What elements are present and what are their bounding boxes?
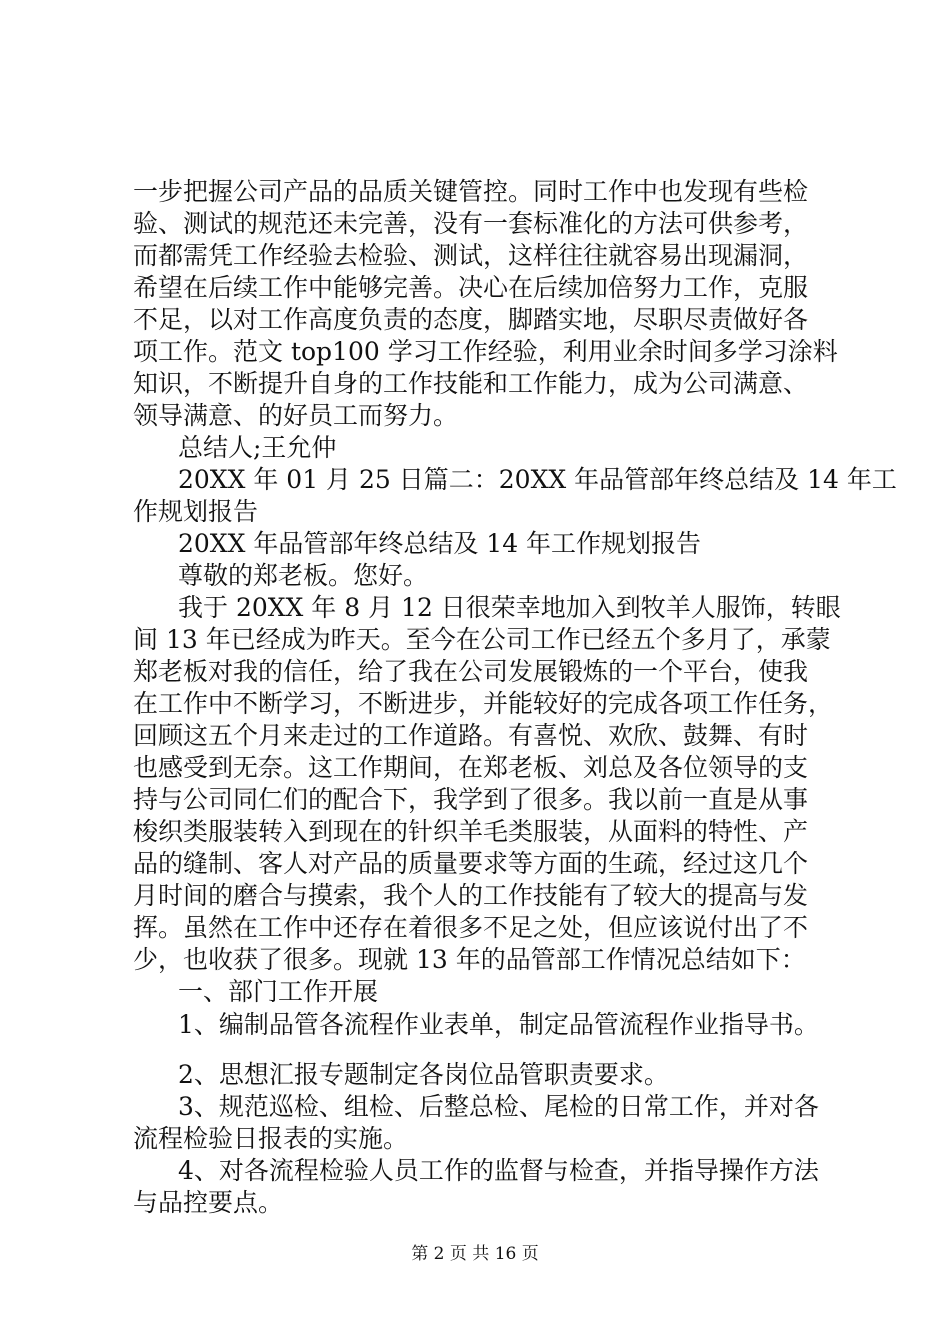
body-text-line: 回顾这五个月来走过的工作道路。有喜悦、欢欣、鼓舞、有时 <box>133 721 809 750</box>
list-item: 3、规范巡检、组检、后整总检、尾检的日常工作，并对各 <box>178 1092 819 1121</box>
date-heading-line: 20XX 年 01 月 25 日篇二：20XX 年品管部年终总结及 14 年工 <box>178 465 897 494</box>
body-text-line: 品的缝制、客人对产品的质量要求等方面的生疏，经过这几个 <box>133 849 809 878</box>
body-text-line: 我于 20XX 年 8 月 12 日很荣幸地加入到牧羊人服饰，转眼 <box>178 593 841 622</box>
body-text-line: 而都需凭工作经验去检验、测试，这样往往就容易出现漏洞， <box>133 241 809 270</box>
body-text-line: 领导满意、的好员工而努力。 <box>133 401 459 430</box>
body-text-line: 知识，不断提升自身的工作技能和工作能力，成为公司满意、 <box>133 369 809 398</box>
body-text-line: 间 13 年已经成为昨天。至今在公司工作已经五个多月了，承蒙 <box>133 625 831 654</box>
body-text-line: 也感受到无奈。这工作期间，在郑老板、刘总及各位领导的支 <box>133 753 809 782</box>
body-text-line: 少，也收获了很多。现就 13 年的品管部工作情况总结如下： <box>133 945 806 974</box>
body-text-line: 作规划报告 <box>133 497 259 526</box>
list-item: 1、编制品管各流程作业表单，制定品管流程作业指导书。 <box>178 1010 819 1039</box>
body-text-line: 郑老板对我的信任，给了我在公司发展锻炼的一个平台，使我 <box>133 657 809 686</box>
body-text-line: 挥。虽然在工作中还存在着很多不足之处，但应该说付出了不 <box>133 913 809 942</box>
body-text-line: 在工作中不断学习，不断进步，并能较好的完成各项工作任务， <box>133 689 834 718</box>
body-text-line: 持与公司同仁们的配合下，我学到了很多。我以前一直是从事 <box>133 785 809 814</box>
list-item-continuation: 与品控要点。 <box>133 1188 284 1217</box>
page-number-footer: 第 2 页 共 16 页 <box>411 1244 539 1264</box>
body-text-line: 一步把握公司产品的品质关键管控。同时工作中也发现有些检 <box>133 177 809 206</box>
body-text-line: 希望在后续工作中能够完善。决心在后续加倍努力工作，克服 <box>133 273 809 302</box>
list-item: 2、思想汇报专题制定各岗位品管职责要求。 <box>178 1060 669 1089</box>
section-title: 20XX 年品管部年终总结及 14 年工作规划报告 <box>178 529 702 558</box>
body-text-line: 验、测试的规范还未完善，没有一套标准化的方法可供参考， <box>133 209 809 238</box>
salutation: 尊敬的郑老板。您好。 <box>178 561 429 590</box>
section-heading: 一、部门工作开展 <box>178 977 379 1006</box>
body-text-line: 月时间的磨合与摸索，我个人的工作技能有了较大的提高与发 <box>133 881 809 910</box>
signature-line: 总结人;王允仲 <box>178 433 337 462</box>
list-item-continuation: 流程检验日报表的实施。 <box>133 1124 409 1153</box>
list-item: 4、对各流程检验人员工作的监督与检查，并指导操作方法 <box>178 1156 819 1185</box>
body-text-line: 梭织类服装转入到现在的针织羊毛类服装，从面料的特性、产 <box>133 817 809 846</box>
body-text-line: 项工作。范文 top100 学习工作经验，利用业余时间多学习涂料 <box>133 337 838 366</box>
body-text-line: 不足，以对工作高度负责的态度，脚踏实地，尽职尽责做好各 <box>133 305 809 334</box>
